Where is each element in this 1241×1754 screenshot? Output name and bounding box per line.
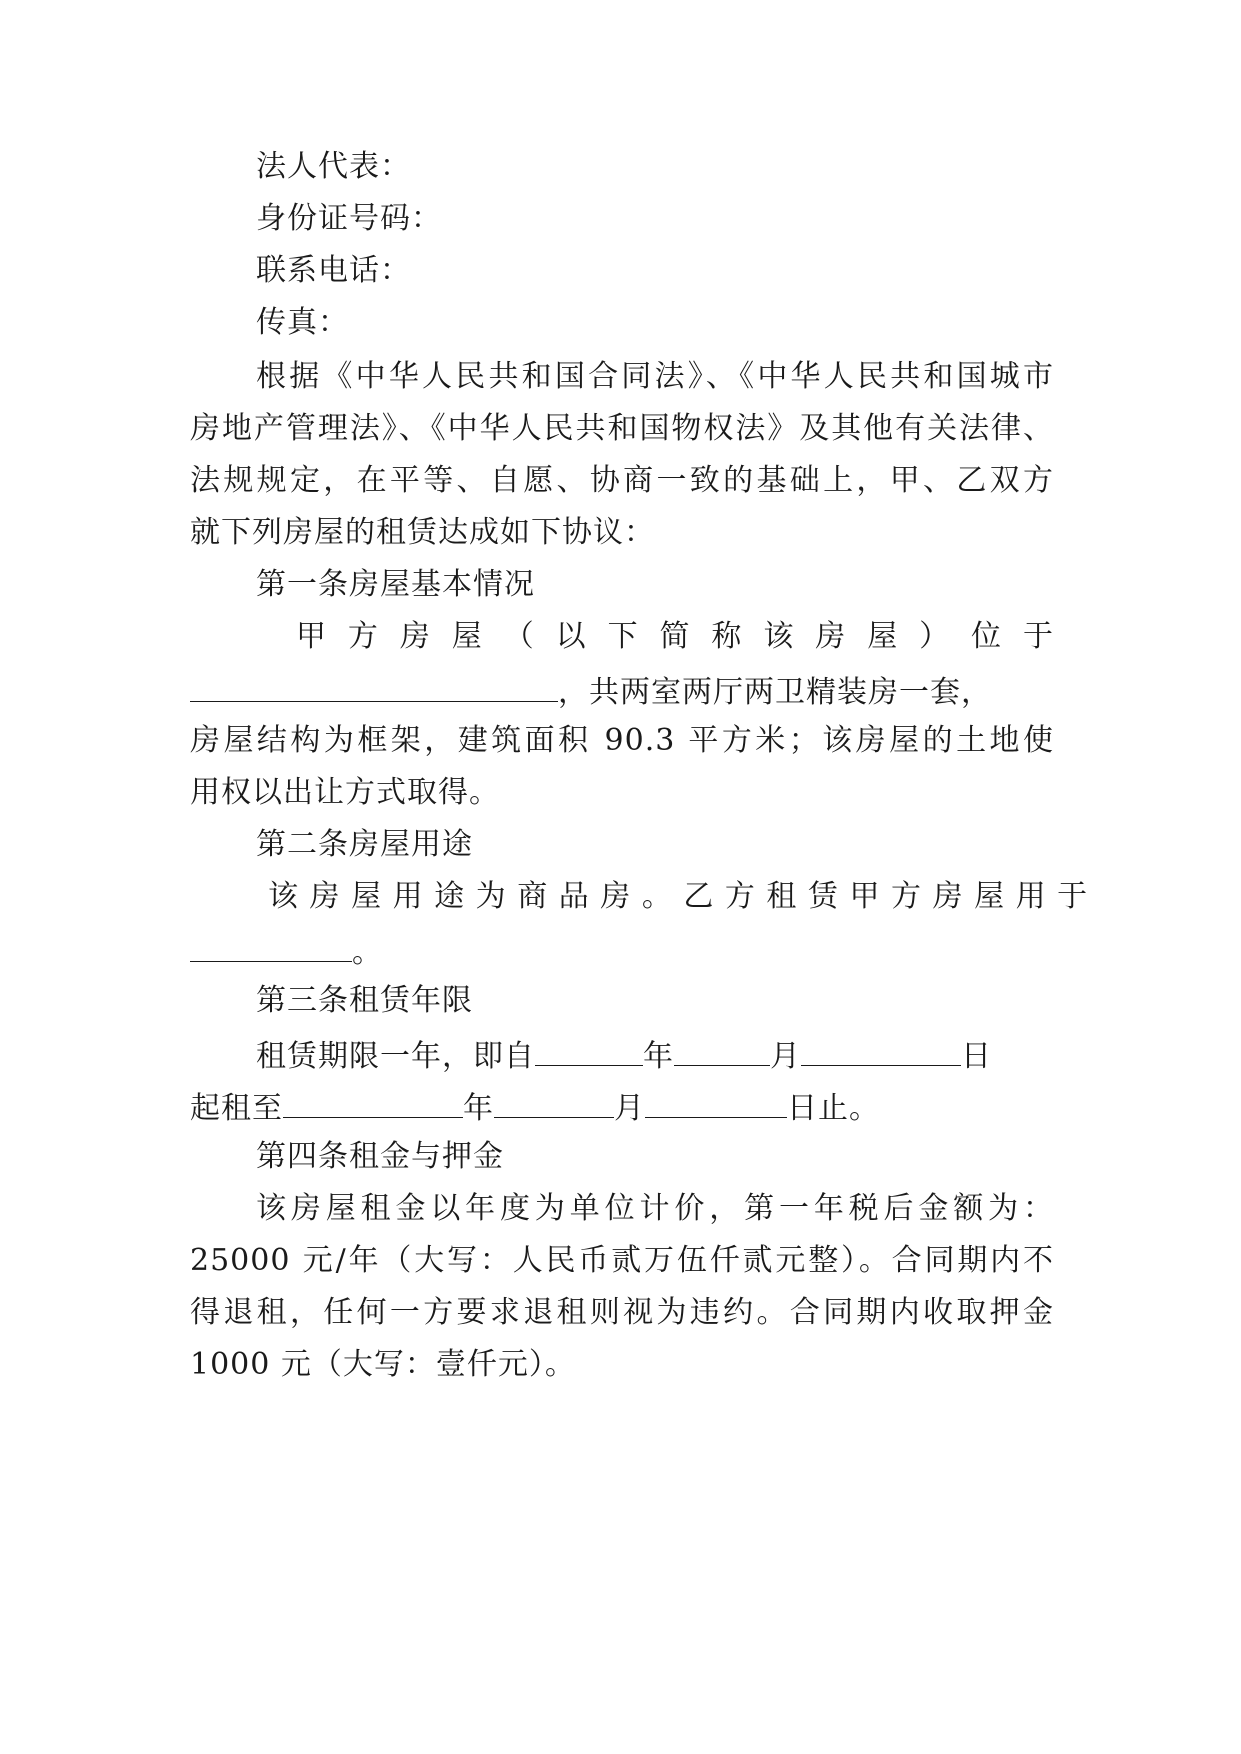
id-number-label: 身份证号码：	[256, 201, 442, 236]
preamble-line-4: 就下列房屋的租赁达成如下协议：	[190, 515, 655, 550]
lease-end-suffix: 日止。	[787, 1091, 880, 1126]
start-day-label: 日	[961, 1039, 992, 1074]
end-year-label: 年	[463, 1091, 494, 1126]
lease-term-prefix: 租赁期限一年，即自	[256, 1039, 535, 1074]
article-3-line-2	[190, 1079, 1054, 1131]
article-4-line-2: 25000 元/年（大写：人民币贰万伍仟贰元整）。合同期内不	[190, 1243, 1054, 1278]
lease-end-prefix: 起租至	[190, 1091, 283, 1126]
article-3-heading: 第三条租赁年限	[256, 983, 473, 1018]
article-2-heading: 第二条房屋用途	[256, 827, 473, 862]
start-year-label: 年	[643, 1039, 674, 1074]
start-day-blank	[801, 1027, 961, 1066]
article-3-line-1	[256, 1027, 1054, 1079]
article-2-line-1: 该 房 屋 用 途 为 商 品 房 。 乙 方 租 赁 甲 方 房 屋 用 于	[268, 879, 1089, 914]
start-month-blank	[674, 1027, 770, 1066]
article-1-line-2-text: ，共两室两厅两卫精装房一套，	[558, 675, 992, 710]
article-2-line-2-text: 。	[352, 935, 383, 970]
start-year-blank	[535, 1027, 643, 1066]
article-4-line-1: 该房屋租金以年度为单位计价，第一年税后金额为：	[256, 1191, 1054, 1226]
article-2-line-2	[190, 923, 1054, 975]
end-year-blank	[283, 1079, 463, 1118]
article-1-line-4: 用权以出让方式取得。	[190, 775, 500, 810]
end-month-label: 月	[614, 1091, 645, 1126]
end-month-blank	[494, 1079, 614, 1118]
article-1-heading: 第一条房屋基本情况	[256, 567, 535, 602]
preamble-line-2: 房地产管理法》、《中华人民共和国物权法》及其他有关法律、	[190, 411, 1054, 446]
article-4-heading: 第四条租金与押金	[256, 1139, 504, 1174]
legal-rep-label: 法人代表：	[256, 149, 411, 184]
usage-blank	[190, 923, 352, 962]
article-4-line-4: 1000 元（大写：壹仟元）。	[190, 1347, 576, 1382]
article-1-line-2	[190, 663, 1054, 715]
article-4-line-3: 得退租，任何一方要求退租则视为违约。合同期内收取押金	[190, 1295, 1054, 1330]
start-month-label: 月	[770, 1039, 801, 1074]
fax-label: 传真：	[256, 305, 349, 340]
end-day-blank	[645, 1079, 787, 1118]
preamble-line-3: 法规规定，在平等、自愿、协商一致的基础上，甲、乙双方	[190, 463, 1054, 498]
article-1-line-1: 甲 方 房 屋 （ 以 下 简 称 该 房 屋 ） 位 于	[296, 619, 1054, 654]
location-blank	[190, 663, 558, 702]
article-1-line-3: 房屋结构为框架，建筑面积 90.3 平方米；该房屋的土地使	[190, 723, 1054, 758]
phone-label: 联系电话：	[256, 253, 411, 288]
preamble-line-1: 根据《中华人民共和国合同法》、《中华人民共和国城市	[256, 359, 1054, 394]
